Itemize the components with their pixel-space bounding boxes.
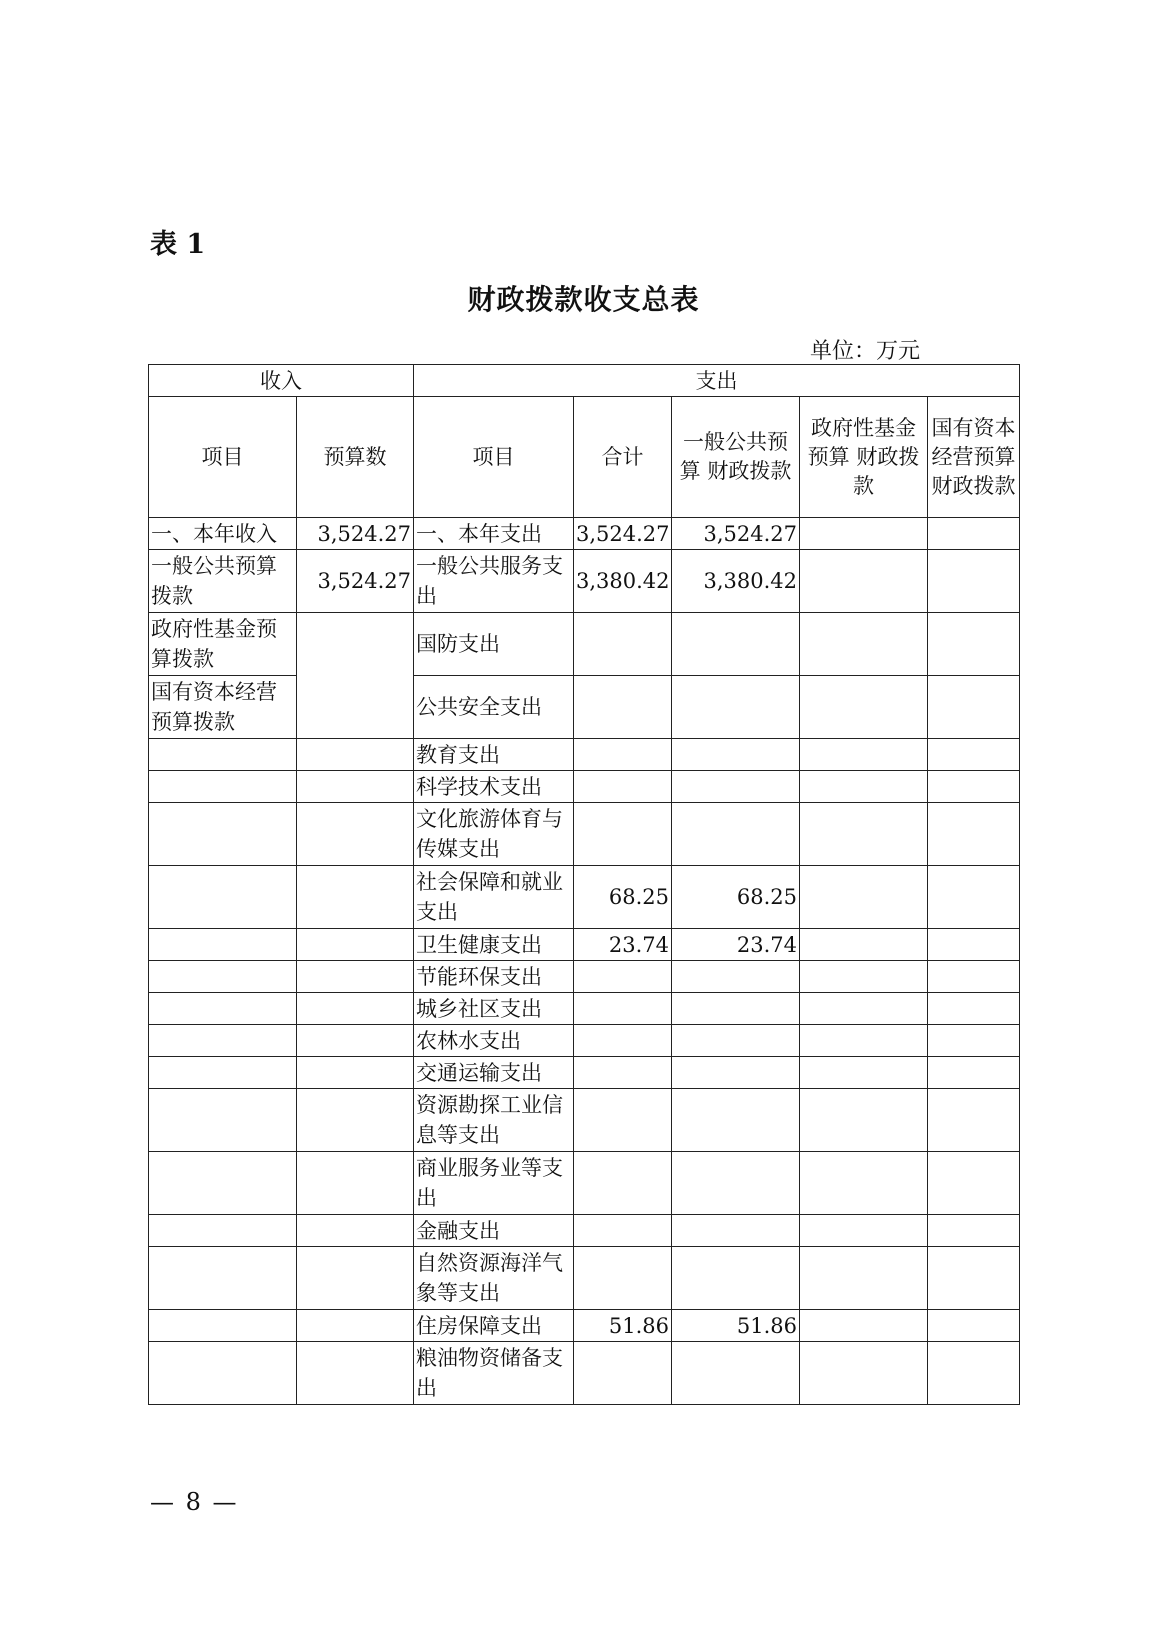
expense-total xyxy=(574,993,672,1025)
expense-total xyxy=(574,961,672,993)
expense-state xyxy=(928,518,1020,550)
expense-general xyxy=(672,1057,800,1089)
table-row xyxy=(149,550,1020,613)
table-row xyxy=(149,1152,1020,1215)
table-row xyxy=(149,929,1020,961)
col-income-item: 项目 xyxy=(149,397,297,518)
table-row xyxy=(149,803,1020,866)
expense-state xyxy=(928,929,1020,961)
expense-total xyxy=(574,1247,672,1310)
expense-total xyxy=(574,1342,672,1405)
expense-total: 3,380.42 xyxy=(574,550,672,613)
expense-general: 51.86 xyxy=(672,1310,800,1342)
table-row xyxy=(149,613,1020,676)
income-budget: 3,524.27 xyxy=(297,518,414,550)
expense-state xyxy=(928,550,1020,613)
col-income-budget: 预算数 xyxy=(297,397,414,518)
expense-fund xyxy=(800,1310,928,1342)
expense-fund xyxy=(800,550,928,613)
expense-state xyxy=(928,1152,1020,1215)
expense-total xyxy=(574,1025,672,1057)
expense-fund xyxy=(800,771,928,803)
income-group-header: 收入 xyxy=(149,365,414,397)
expense-general xyxy=(672,961,800,993)
expense-item: 节能环保支出 xyxy=(414,961,574,993)
expense-general: 3,380.42 xyxy=(672,550,800,613)
expense-total xyxy=(574,771,672,803)
expense-total: 3,524.27 xyxy=(574,518,672,550)
expense-item: 交通运输支出 xyxy=(414,1057,574,1089)
expense-item: 一般公共服务支出 xyxy=(414,550,574,613)
col-expense-total: 合计 xyxy=(574,397,672,518)
expense-item: 城乡社区支出 xyxy=(414,993,574,1025)
expense-item: 文化旅游体育与传媒支出 xyxy=(414,803,574,866)
expense-general: 23.74 xyxy=(672,929,800,961)
expense-general xyxy=(672,1215,800,1247)
expense-item: 住房保障支出 xyxy=(414,1310,574,1342)
expense-total xyxy=(574,803,672,866)
expense-general xyxy=(672,739,800,771)
income-item: 政府性基金预算拨款 xyxy=(149,613,297,676)
expense-general xyxy=(672,1089,800,1152)
expense-fund xyxy=(800,613,928,676)
table-row xyxy=(149,1089,1020,1152)
expense-fund xyxy=(800,676,928,739)
expense-fund xyxy=(800,518,928,550)
expense-total: 51.86 xyxy=(574,1310,672,1342)
expense-state xyxy=(928,1215,1020,1247)
expense-state xyxy=(928,676,1020,739)
table-row xyxy=(149,676,1020,739)
expense-state xyxy=(928,1247,1020,1310)
table-row xyxy=(149,993,1020,1025)
income-item: 一、本年收入 xyxy=(149,518,297,550)
table-row xyxy=(149,1310,1020,1342)
expense-state xyxy=(928,739,1020,771)
table-row xyxy=(149,518,1020,550)
expense-general xyxy=(672,676,800,739)
expense-total: 68.25 xyxy=(574,866,672,929)
table-row xyxy=(149,739,1020,771)
table-row xyxy=(149,1247,1020,1310)
expense-total xyxy=(574,1089,672,1152)
expense-total xyxy=(574,1057,672,1089)
expense-state xyxy=(928,866,1020,929)
expense-fund xyxy=(800,1342,928,1405)
table-row xyxy=(149,1342,1020,1405)
expense-total xyxy=(574,676,672,739)
expense-total xyxy=(574,1215,672,1247)
expense-total xyxy=(574,613,672,676)
expense-item: 社会保障和就业支出 xyxy=(414,866,574,929)
expense-state xyxy=(928,961,1020,993)
expense-general xyxy=(672,993,800,1025)
expense-general: 3,524.27 xyxy=(672,518,800,550)
expense-fund xyxy=(800,929,928,961)
expense-item: 国防支出 xyxy=(414,613,574,676)
table-row xyxy=(149,1057,1020,1089)
expense-fund xyxy=(800,1089,928,1152)
expense-state xyxy=(928,1310,1020,1342)
expense-item: 商业服务业等支出 xyxy=(414,1152,574,1215)
expense-general: 68.25 xyxy=(672,866,800,929)
expense-total: 23.74 xyxy=(574,929,672,961)
expense-item: 一、本年支出 xyxy=(414,518,574,550)
table-row xyxy=(149,771,1020,803)
page-number: — 8 — xyxy=(150,1488,239,1516)
expense-group-header: 支出 xyxy=(414,365,1020,397)
expense-item: 资源勘探工业信息等支出 xyxy=(414,1089,574,1152)
expense-state xyxy=(928,771,1020,803)
expense-general xyxy=(672,771,800,803)
col-expense-general: 一般公共预算 财政拨款 xyxy=(672,397,800,518)
expense-item: 自然资源海洋气象等支出 xyxy=(414,1247,574,1310)
page-title: 财政拨款收支总表 xyxy=(467,283,700,316)
expense-general xyxy=(672,1152,800,1215)
expense-state xyxy=(928,1089,1020,1152)
col-expense-item: 项目 xyxy=(414,397,574,518)
table-label: 表 1 xyxy=(150,229,206,260)
expense-item: 农林水支出 xyxy=(414,1025,574,1057)
expense-item: 科学技术支出 xyxy=(414,771,574,803)
income-item: 一般公共预算拨款 xyxy=(149,550,297,613)
expense-item: 粮油物资储备支出 xyxy=(414,1342,574,1405)
expense-fund xyxy=(800,1247,928,1310)
income-budget: 3,524.27 xyxy=(297,550,414,613)
col-expense-fund: 政府性基金预算 财政拨款 xyxy=(800,397,928,518)
expense-fund xyxy=(800,1215,928,1247)
expense-fund xyxy=(800,961,928,993)
expense-fund xyxy=(800,1152,928,1215)
unit-label: 单位：万元 xyxy=(810,339,921,364)
expense-fund xyxy=(800,1025,928,1057)
expense-fund xyxy=(800,739,928,771)
expense-item: 卫生健康支出 xyxy=(414,929,574,961)
income-item: 国有资本经营预算拨款 xyxy=(149,676,297,739)
expense-item: 教育支出 xyxy=(414,739,574,771)
finance-table xyxy=(148,364,1020,1405)
table-row xyxy=(149,961,1020,993)
expense-fund xyxy=(800,866,928,929)
expense-item: 金融支出 xyxy=(414,1215,574,1247)
expense-general xyxy=(672,1342,800,1405)
expense-state xyxy=(928,613,1020,676)
expense-item: 公共安全支出 xyxy=(414,676,574,739)
expense-state xyxy=(928,1025,1020,1057)
expense-general xyxy=(672,803,800,866)
income-budget xyxy=(297,613,414,739)
table-row xyxy=(149,866,1020,929)
expense-general xyxy=(672,1247,800,1310)
expense-fund xyxy=(800,803,928,866)
table-row xyxy=(149,1025,1020,1057)
expense-total xyxy=(574,739,672,771)
expense-general xyxy=(672,1025,800,1057)
expense-general xyxy=(672,613,800,676)
expense-state xyxy=(928,1057,1020,1089)
expense-state xyxy=(928,1342,1020,1405)
table-row xyxy=(149,1215,1020,1247)
col-expense-state: 国有资本经营预算 财政拨款 xyxy=(928,397,1020,518)
expense-fund xyxy=(800,993,928,1025)
expense-fund xyxy=(800,1057,928,1089)
expense-state xyxy=(928,803,1020,866)
expense-total xyxy=(574,1152,672,1215)
expense-state xyxy=(928,993,1020,1025)
